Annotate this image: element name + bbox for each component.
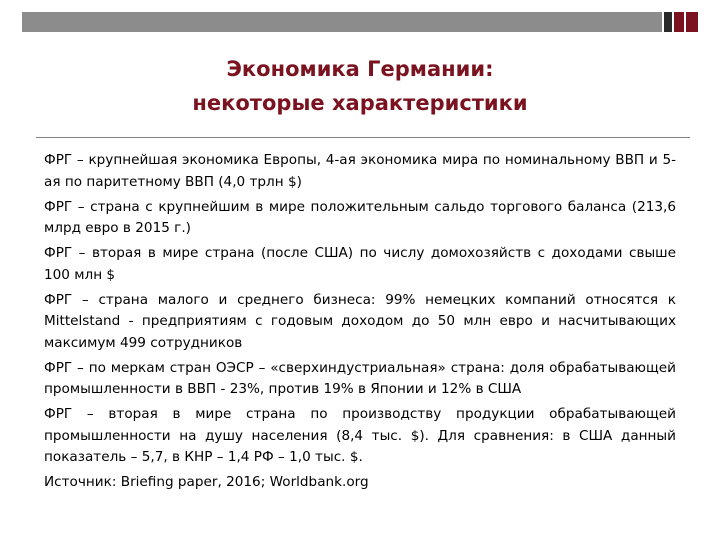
slide-title-line-2: некоторые характеристики <box>192 91 528 115</box>
paragraph-4: ФРГ – страна малого и среднего бизнеса: 99% немецких компаний относятся к Mittelstand - предприятиям с годовым доходом до 50 млн евро и насчитывающих максимум 499 сотрудников <box>44 291 676 351</box>
header-blocks <box>22 12 686 32</box>
header-block-grey <box>22 12 664 32</box>
header-block-red <box>674 12 686 32</box>
slide-body <box>44 150 676 497</box>
paragraph-6: ФРГ – вторая в мире страна по производству продукции обрабатывающей промышленности на душу населения (8,4 тыс. $). Для сравнения: в США данный показатель – 5,7, в КНР – 1,4 РФ – 1,0 тыс. $. <box>44 406 676 465</box>
source-line: Источник: Briefing paper, 2016; Worldbank.org <box>44 474 369 490</box>
paragraph-5: ФРГ – по меркам стран ОЭСР – «сверхиндустриальная» страна: доля обрабатывающей промышленности в ВВП - 23%, против 19% в Японии и 12% в США <box>44 359 676 397</box>
paragraph-1: ФРГ – крупнейшая экономика Европы, 4-ая экономика мира по номинальному ВВП и 5-ая по паритетному ВВП (4,0 трлн $) <box>44 152 676 190</box>
slide-title <box>0 52 720 120</box>
decorative-header-bar <box>22 12 698 32</box>
paragraph-3: ФРГ – вторая в мире страна (после США) по числу домохозяйств с доходами свыше 100 млн $ <box>44 245 676 283</box>
header-block-dark <box>664 12 674 32</box>
paragraph-2: ФРГ – страна с крупнейшим в мире положительным сальдо торгового баланса (213,6 млрд евро в 2015 г.) <box>44 198 676 236</box>
slide-title-line-1: Экономика Германии: <box>226 57 494 81</box>
title-divider <box>36 137 690 138</box>
